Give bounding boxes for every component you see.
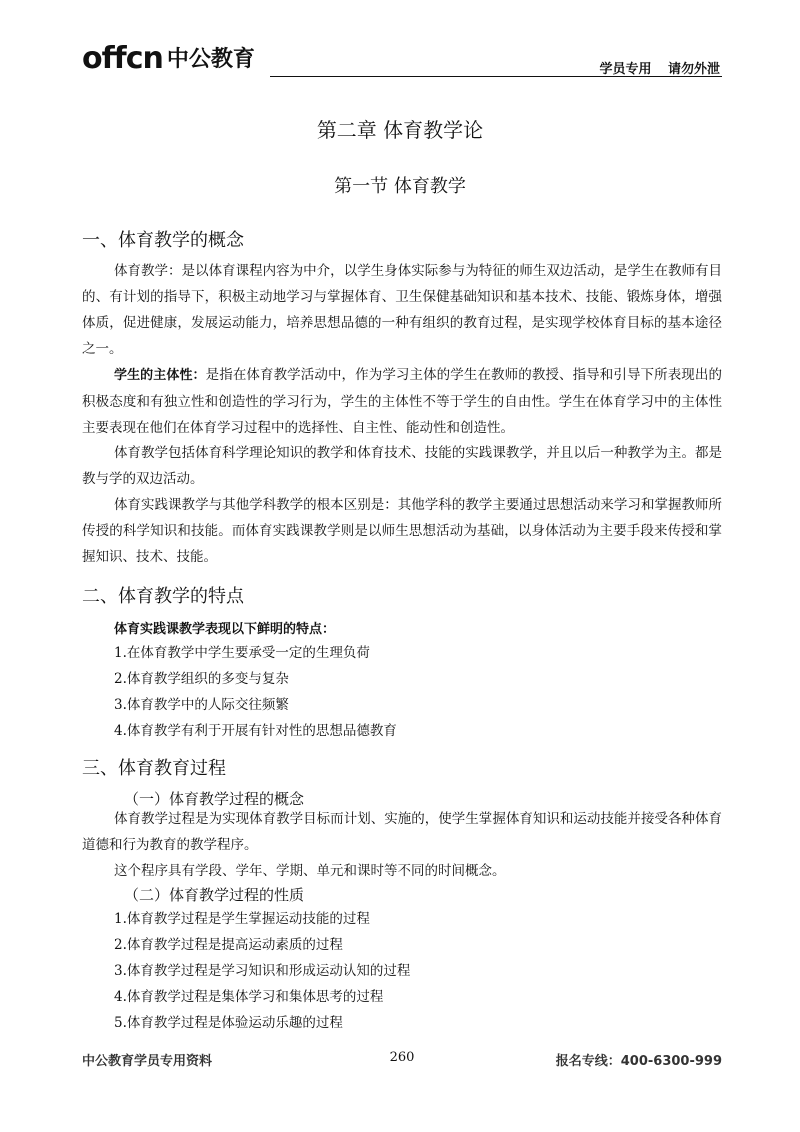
list-item: 3.体育教学中的人际交往频繁 (114, 697, 289, 713)
list-item: 4.体育教学有利于开展有针对性的思想品德教育 (114, 723, 397, 739)
page-footer (82, 1050, 722, 1074)
section-title: 第一节 体育教学 (334, 176, 466, 197)
list-item: 2.体育教学过程是提高运动素质的过程 (114, 937, 343, 953)
part3-subheading-2: （二）体育教学过程的性质 (124, 886, 305, 904)
part3-paragraph-2: 这个程序具有学段、学年、学期、单元和课时等不同的时间概念。 (114, 863, 506, 879)
list-item: 1.在体育教学中学生要承受一定的生理负荷 (114, 645, 370, 661)
header-notice (599, 58, 720, 77)
header-notice-no-distribution: 请勿外泄 (667, 62, 720, 77)
list-item: 2.体育教学组织的多变与复杂 (114, 671, 289, 687)
part3-subheading-1: （一）体育教学过程的概念 (124, 790, 305, 808)
page-header (82, 34, 722, 78)
list-item: 3.体育教学过程是学习知识和形成运动认知的过程 (114, 963, 411, 979)
list-item: 4.体育教学过程是集体学习和集体思考的过程 (114, 989, 384, 1005)
part1-paragraph-2 (82, 362, 722, 441)
part1-paragraph-4: 体育实践课教学与其他学科教学的根本区别是：其他学科的教学主要通过思想活动来学习和掌握教师所传授的科学知识和技能。而体育实践课教学则是以师生思想活动为基础，以身体活动为主要手段来传授和掌握知识、技术、技能。 (82, 497, 722, 565)
student-subjectivity-definition: 是指在体育教学活动中，作为学习主体的学生在教师的教授、指导和引导下所表现出的积极态度和有独立性和创造性的学习行为，学生的主体性不等于学生的自由性。学生在体育学习中的主体性主要表现在他们在体育学习过程中的选择性、自主性、能动性和创造性。 (82, 367, 722, 436)
part3-property-list (114, 906, 714, 1036)
footer-hotline: 报名专线：400-6300-999 (555, 1054, 722, 1069)
offcn-logo (82, 42, 255, 74)
student-subjectivity-term: 学生的主体性： (114, 368, 206, 383)
list-item: 5.体育教学过程是体验运动乐趣的过程 (114, 1015, 343, 1031)
part1-heading: 一、体育教学的概念 (82, 230, 244, 251)
page-number: 260 (389, 1050, 415, 1065)
header-notice-members-only: 学员专用 (599, 62, 652, 77)
part3-paragraph-1: 体育教学过程是为实现体育教学目标而计划、实施的，使学生掌握体育知识和运动技能并接受各种体育道德和行为教育的教学程序。 (82, 811, 722, 853)
footer-material-label: 中公教育学员专用资料 (82, 1054, 213, 1069)
header-divider (270, 76, 722, 77)
part1-paragraph-3: 体育教学包括体育科学理论知识的教学和体育技术、技能的实践课教学，并且以后一种教学为主。都是教与学的双边活动。 (82, 445, 722, 487)
chapter-title: 第二章 体育教学论 (316, 118, 484, 142)
logo-chinese-text: 中公教育 (166, 47, 255, 72)
list-item: 1.体育教学过程是学生掌握运动技能的过程 (114, 911, 370, 927)
part2-heading: 二、体育教学的特点 (82, 586, 244, 607)
part2-lead: 体育实践课教学表现以下鲜明的特点： (114, 622, 336, 637)
logo-latin-text: offcn (82, 41, 163, 76)
part1-paragraph-1: 体育教学：是以体育课程内容为中介，以学生身体实际参与为特征的师生双边活动，是学生在教师有目的、有计划的指导下，积极主动地学习与掌握体育、卫生保健基础知识和基本技术、技能、锻炼身体，增强体质，促进健康，发展运动能力，培养思想品德的一种有组织的教育过程，是实现学校体育目标的基本途径之一。 (82, 263, 722, 357)
part2-feature-list (114, 640, 714, 744)
part3-heading: 三、体育教育过程 (82, 758, 226, 779)
